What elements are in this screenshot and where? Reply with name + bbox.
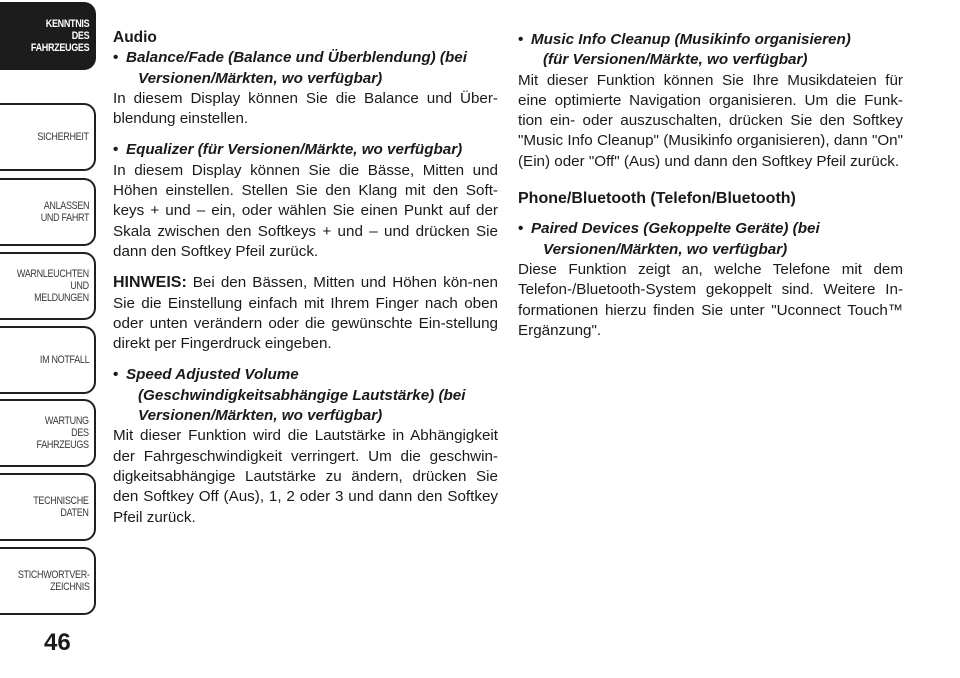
bullet-title-line: Speed Adjusted Volume bbox=[126, 366, 299, 384]
tab-label: IM NOTFALL bbox=[39, 354, 90, 366]
bullet-title-line: (Geschwindigkeitsabhängige Lautstärke) (bei bbox=[138, 386, 466, 404]
section-heading-audio: Audio bbox=[113, 29, 157, 46]
note-text: Bei den Bässen, Mitten und Höhen kön-nen Sie die Einstellung einfach mit Ihrem Finger nach oben oder unten verändern oder die gewünschte Ein-stellung direkt per Fingerdruck eingeben. bbox=[113, 274, 498, 353]
tab-label: ANLASSEN UND FAHRT bbox=[40, 200, 90, 224]
paragraph-balance: In diesem Display können Sie die Balance und Über-blendung einstellen. bbox=[113, 89, 498, 128]
tab-label: SICHERHEIT bbox=[37, 131, 90, 143]
tab-technische-daten[interactable] bbox=[0, 473, 96, 541]
tab-label: KENNTNIS DES FAHRZEUGES bbox=[30, 18, 90, 54]
page-number: 46 bbox=[44, 629, 71, 656]
note-paragraph bbox=[113, 273, 498, 354]
tab-wartung-des-fahrzeugs[interactable] bbox=[0, 399, 96, 467]
bullet-title-line: Equalizer (für Versionen/Märkte, wo verfügbar) bbox=[126, 141, 463, 159]
bullet-title-line: Paired Devices (Gekoppelte Geräte) (bei bbox=[531, 220, 820, 238]
tab-label: STICHWORTVER- ZEICHNIS bbox=[17, 569, 90, 593]
bullet-music-info-cleanup bbox=[518, 30, 903, 71]
bullet-title-line: Music Info Cleanup (Musikinfo organisieren) bbox=[531, 31, 851, 48]
bullet-equalizer bbox=[113, 140, 498, 160]
paragraph-paired-devices: Diese Funktion zeigt an, welche Telefone mit dem Telefon-/Bluetooth-System gekoppelt sind. Weitere In-formationen hierzu finden Sie unter "Uconnect Touch™ Ergänzung". bbox=[518, 260, 903, 339]
bullet-speed-adjusted-volume bbox=[113, 365, 498, 426]
right-column bbox=[518, 30, 903, 341]
tab-warnleuchten-und-meldungen[interactable] bbox=[0, 252, 96, 320]
bullet-title-line: (für Versionen/Märkte, wo verfügbar) bbox=[543, 51, 808, 69]
tab-im-notfall[interactable] bbox=[0, 326, 96, 394]
tab-label: TECHNISCHE DATEN bbox=[33, 495, 90, 519]
note-label: HINWEIS: bbox=[113, 274, 187, 292]
tab-sicherheit[interactable] bbox=[0, 103, 96, 171]
tab-stichwortverzeichnis[interactable] bbox=[0, 547, 96, 615]
paragraph-equalizer: In diesem Display können Sie die Bässe, Mitten und Höhen einstellen. Stellen Sie den Klang mit den Soft-keys + und – ein, oder wählen Sie einen Punkt auf der Skala zwischen den Softkeys + und – und drücken Sie dann den Softkey Pfeil zurück. bbox=[113, 161, 498, 260]
bullet-paired-devices bbox=[518, 219, 903, 260]
tab-anlassen-und-fahrt[interactable] bbox=[0, 178, 96, 246]
paragraph-speed-volume: Mit dieser Funktion wird die Lautstärke in Abhängigkeit der Fahrgeschwindigkeit verringert. Um die geschwin-digkeitsabhängige Lautstärke zu ändern, drücken Sie den Softkey Off (Aus), 1, 2 oder 3 und dann den Softkey Pfeil zurück. bbox=[113, 427, 498, 526]
bullet-title-line: Versionen/Märkten, wo verfügbar) bbox=[543, 240, 788, 258]
bullet-title-line: Versionen/Märkten, wo verfügbar) bbox=[138, 69, 383, 87]
paragraph-music-info: Mit dieser Funktion können Sie Ihre Musikdateien für eine optimierte Navigation organisieren. Um die Funk-tion ein- oder auszuschalten, drücken Sie den Softkey "Music Info Cleanup" (Musikinfo organisieren), dann "On" (Ein) oder "Off" (Aus) und dann den Softkey Pfeil zurück. bbox=[518, 71, 903, 170]
tab-label: WARNLEUCHTEN UND MELDUNGEN bbox=[17, 268, 90, 304]
tab-kenntnis-des-fahrzeuges[interactable] bbox=[0, 2, 96, 70]
bullet-title-line: Balance/Fade (Balance und Überblendung) (bei bbox=[126, 49, 467, 67]
bullet-balance-fade bbox=[113, 48, 498, 89]
left-column bbox=[113, 28, 498, 528]
section-heading-phone-bluetooth: Phone/Bluetooth (Telefon/Bluetooth) bbox=[518, 190, 796, 208]
tab-label: WARTUNG DES FAHRZEUGS bbox=[36, 415, 90, 451]
bullet-title-line: Versionen/Märkten, wo verfügbar) bbox=[138, 407, 383, 425]
